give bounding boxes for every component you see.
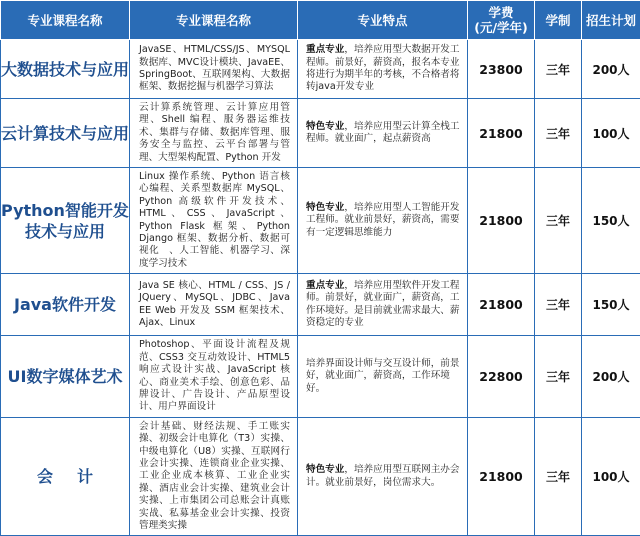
course-list: JavaSE、HTML/CSS/JS、MYSQL数据库、MVC设计模块、JavaEE、SpringBoot、互联网架构、大数据框架、数据挖掘与机器学习算法 <box>130 40 298 99</box>
duration-value: 三年 <box>535 168 582 274</box>
table-row <box>1 40 640 99</box>
tuition-value: 22800 <box>468 336 535 417</box>
table-header-row <box>1 1 640 40</box>
course-list: Photoshop、平面设计流程及规范、CSS3 交互动效设计、HTML5 响应式设计实战、JavaScript 核心、商业美术手绘、创意色彩、品牌设计、广告设计、产品原型设计、用户界面设计 <box>130 336 298 417</box>
program-features <box>298 336 468 417</box>
program-name: Java软件开发 <box>1 274 130 336</box>
enrollment-value: 100人 <box>582 99 640 168</box>
tuition-value: 23800 <box>468 40 535 99</box>
feature-tag: 重点专业 <box>306 44 344 55</box>
course-list: Linux 操作系统、Python 语言核心编程、关系型数据库 MySQL、Python 高级软件开发技术、HTML、CSS、JavaScript、Python Flask 框架、Python Django 框架、数据分析、数据可视化 、人工智能、机器学习、深度学习技术 <box>130 168 298 274</box>
feature-text: ，培养应用型人工智能开发工程师。就业前景好，薪资高，需要有一定逻辑思维能力 <box>306 202 460 238</box>
header-tuition-unit: (元/学年) <box>468 20 534 35</box>
program-features <box>298 168 468 274</box>
program-name-line1: Python智能开发 <box>1 200 129 221</box>
duration-value: 三年 <box>535 417 582 536</box>
program-name-line2: 技术与应用 <box>1 221 129 242</box>
tuition-value: 21800 <box>468 168 535 274</box>
table-row <box>1 336 640 417</box>
header-features: 专业特点 <box>298 1 468 40</box>
header-program-name: 专业课程名称 <box>1 1 130 40</box>
duration-value: 三年 <box>535 274 582 336</box>
header-enrollment: 招生计划 <box>582 1 640 40</box>
program-features <box>298 417 468 536</box>
feature-text: ，培养应用型大数据开发工程师。前景好，薪资高，报名本专业将进行为期半年的考核，不合格者将转java开发专业 <box>306 44 460 92</box>
duration-value: 三年 <box>535 99 582 168</box>
tuition-value: 21800 <box>468 417 535 536</box>
duration-value: 三年 <box>535 336 582 417</box>
program-name: 云计算技术与应用 <box>1 99 130 168</box>
tuition-value: 21800 <box>468 274 535 336</box>
enrollment-value: 100人 <box>582 417 640 536</box>
header-tuition-label: 学费 <box>468 5 534 20</box>
header-duration: 学制 <box>535 1 582 40</box>
header-tuition <box>468 1 535 40</box>
feature-tag: 特色专业 <box>306 464 344 475</box>
feature-tag: 特色专业 <box>306 202 344 213</box>
feature-text: 培养界面设计师与交互设计师，前景好，就业面广，薪资高，工作环境好。 <box>306 358 460 394</box>
program-name: 大数据技术与应用 <box>1 40 130 99</box>
course-list: Java SE 核心、HTML / CSS、JS / JQuery、MySQL、JDBC、Java EE Web 开发及 SSM 框架技术、Ajax、Linux <box>130 274 298 336</box>
duration-value: 三年 <box>535 40 582 99</box>
table-row <box>1 99 640 168</box>
enrollment-value: 150人 <box>582 168 640 274</box>
program-name: UI数字媒体艺术 <box>1 336 130 417</box>
table-row <box>1 168 640 274</box>
enrollment-value: 200人 <box>582 336 640 417</box>
program-name <box>1 417 130 536</box>
feature-tag: 特色专业 <box>306 121 344 132</box>
feature-text: ，培养应用型软件开发工程师。前景好，就业面广，薪资高，工作环境好。是目前就业需求最大、薪资稳定的专业 <box>306 280 460 328</box>
course-list: 云计算系统管理、云计算应用管理、Shell 编程、服务器运维技术、集群与存储、数据库管理、服务安全与监控、云平台部署与管理、大型架构配置、Python 开发 <box>130 99 298 168</box>
program-features <box>298 274 468 336</box>
enrollment-value: 150人 <box>582 274 640 336</box>
feature-text: ，培养应用型互联网主办会计。就业前景好，岗位需求大。 <box>306 464 460 487</box>
feature-tag: 重点专业 <box>306 280 344 291</box>
program-features <box>298 99 468 168</box>
program-name <box>1 168 130 274</box>
feature-text: ，培养应用型云计算全栈工程师。就业面广，起点薪资高 <box>306 121 460 144</box>
program-features <box>298 40 468 99</box>
tuition-value: 21800 <box>468 99 535 168</box>
table-row <box>1 417 640 536</box>
course-list: 会计基础、财经法规、手工账实操、初级会计电算化（T3）实操、中级电算化（U8）实操、互联网行业会计实操、连锁商业企业实操、工业企业成本核算、工业企业实操、酒店业会计实操、建筑业会计实操、上市集团公司总账会计真账实战、私募基金业会计实操、投资管理类实操 <box>130 417 298 536</box>
program-name-text: 会计 <box>13 467 117 486</box>
table-row <box>1 274 640 336</box>
header-course-list: 专业课程名称 <box>130 1 298 40</box>
enrollment-value: 200人 <box>582 40 640 99</box>
